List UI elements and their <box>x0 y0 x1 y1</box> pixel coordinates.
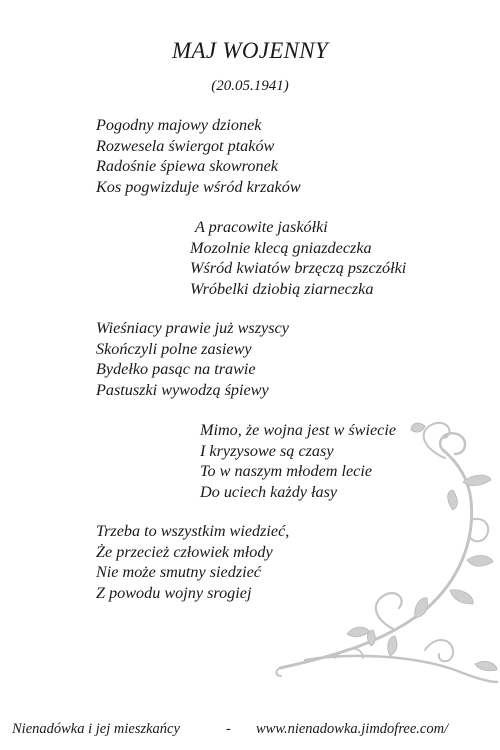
poem-line: Do uciech każdy łasy <box>200 482 338 501</box>
poem-line: To w naszym młodem lecie <box>200 462 373 480</box>
footer-separator: - <box>226 721 231 737</box>
poem-line: A pracowite jaskółki <box>195 218 328 236</box>
poem-line: I kryzysowe są czasy <box>200 441 334 460</box>
poem-line: Mozolnie klecą gniazdeczka <box>190 238 372 257</box>
poem-line: Trzeba to wszystkim wiedzieć, <box>96 522 290 540</box>
poem-line: Wśród kwiatów brzęczą pszczółki <box>190 259 407 277</box>
floral-swirl-icon <box>275 420 500 690</box>
poem-line: Nie może smutny siedzieć <box>96 563 261 581</box>
poem-line: Z powodu wojny srogiej <box>96 583 252 602</box>
poem-line: Mimo, że wojna jest w świecie <box>200 421 397 439</box>
poem-line: Że przecież człowiek młody <box>96 542 273 561</box>
poem-line: Bydełko pasąc na trawie <box>96 360 256 378</box>
poem-line: Radośnie śpiewa skowronek <box>96 157 278 175</box>
poem-line: Kos pogwizduje wśród krzaków <box>96 177 301 196</box>
poem-line: Wieśniacy prawie już wszyscy <box>96 319 289 337</box>
poem-date: (20.05.1941) <box>211 78 289 94</box>
stanza-5 <box>96 521 289 603</box>
poem-line: Skończyli polne zasiewy <box>96 339 252 358</box>
stanza-3 <box>96 318 289 400</box>
poem-line: Pogodny majowy dzionek <box>96 116 262 134</box>
poem-line: Wróbelki dziobią ziarneczka <box>190 279 374 298</box>
footer-site-name: Nienadówka i jej mieszkańcy <box>12 721 180 737</box>
stanza-2 <box>190 217 406 299</box>
poem-line: Pastuszki wywodzą śpiewy <box>96 380 269 399</box>
poem-line: Rozwesela świergot ptaków <box>96 136 275 155</box>
footer-url[interactable]: www.nienadowka.jimdofree.com/ <box>256 721 449 737</box>
poem-title: MAJ WOJENNY <box>172 38 328 63</box>
stanza-1 <box>96 115 301 197</box>
